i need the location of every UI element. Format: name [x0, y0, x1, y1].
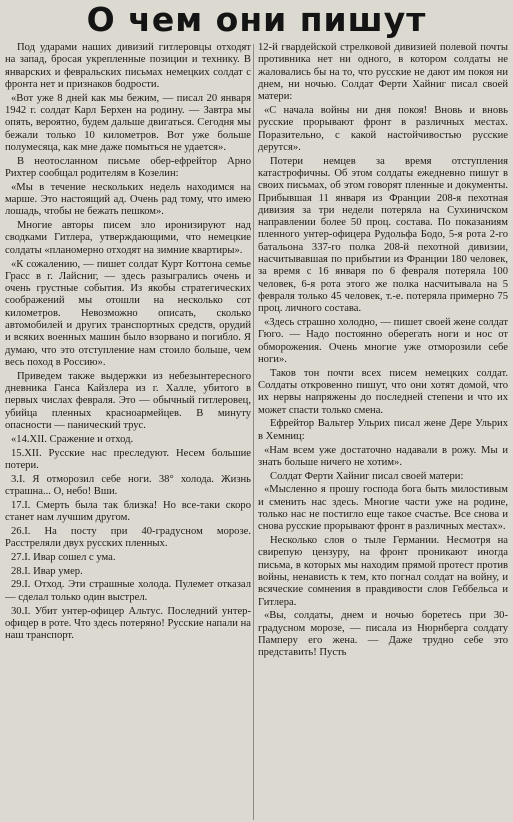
diary-entry: «14.XII. Сражение и отход. [11, 433, 134, 445]
paragraph: «К сожалению, — пишет солдат Курт Коттона семье Грасс в г. Лайсниг, — здесь разыгрались очень и очень грустные события. Из якобы стратегических соображений мы отошли на несколько сот километров. Невозможно описать, сколько автомобилей и других транспортных средств, орудий и всяких военных машин было взорвано и погибло. Я думаю, что это отступление нам стоило больше, чем весь поход в Россию». [5, 258, 251, 368]
paragraph: «Мы в течение нескольких недель находимся на марше. Это настоящий ад. Очень рад тому, что имею лошадь, чтобы не бежать пешком». [5, 181, 251, 218]
paragraph: Под ударами наших дивизий гитлеровцы отходят на запад, бросая укрепленные позиции и технику. В январских и февральских письмах немецких солдат с фронта нет и признаков бодрости. [5, 42, 251, 90]
right-column [258, 42, 508, 820]
paragraph: Ефрейтор Вальтер Ульрих писал жене Дере Ульрих в Хемниц: [258, 418, 508, 442]
diary-entry: 3.I. Я отморозил себе ноги. 38° холода. Жизнь страшна... О, небо! Вши. [5, 473, 251, 497]
diary-entry: 27.I. Ивар сошел с ума. [11, 551, 116, 563]
left-column [5, 42, 251, 820]
paragraph: Таков тон почти всех писем немецких солдат. Солдаты откровенно пишут, что они хотят домой, что их нервы напряжены до последней степени и что их может спасти только смена. [258, 367, 508, 416]
paragraph: 12-й гвардейской стрелковой дивизией полевой почты противника нет ни одного, в котором солдаты не жаловались бы на то, что русские не дают им покоя ни днем, ни ночью. Солдат Ферти Хайниг писал своей матери: [258, 42, 508, 103]
paragraph: «С начала войны ни дня покоя! Вновь и вновь русские прорывают фронт в различных местах. Поразительно, с какой настойчивостью русские дерутся». [258, 104, 508, 153]
paragraph: Многие авторы писем зло иронизируют над сводками Гитлера, утверждающими, что немецкие солдаты «планомерно отходят на зимние квартиры». [5, 220, 251, 256]
diary-entry: 28.I. Ивар умер. [11, 565, 83, 577]
diary-entry: 30.I. Убит унтер-офицер Альтус. Последний унтер-офицер в роте. Что здесь потеряно! Русские напали на наш транспорт. [5, 605, 251, 642]
paragraph: «Здесь страшно холодно, — пишет своей жене солдат Гюго. — Надо постоянно оберегать ноги и нос от обморожения. Очень многие уже отморозили себе ноги». [258, 317, 508, 365]
diary-entry: 26.I. На посту при 40-градусном морозе. Расстреляли двух русских пленных. [5, 525, 251, 550]
diary-entry: 29.I. Отход. Эти страшные холода. Пулемет отказал — сделал только один выстрел. [5, 579, 251, 603]
column-divider [253, 44, 254, 820]
paragraph: «Вот уже 8 дней как мы бежим, — писал 20 января 1942 г. солдат Карл Берхен на родину. — Завтра мы опять, вероятно, будем дальше двигаться. Сегодня мы бежали только 10 километров. Вот уже больше полумесяца, как мне даже помыться не удается». [5, 92, 251, 153]
diary-entry: 15.XII. Русские нас преследуют. Несем большие потери. [5, 447, 251, 471]
paragraph: Потери немцев за время отступления катастрофичны. Об этом солдаты ежедневно пишут в своих письмах, об этом говорят пленные и документы. Прибывшая 11 января из Франции 208-я пехотная дивизия за три недели потеряла на Сухиничском направлении более 50 проц. состава. По показаниям пленного унтер-офицера Рудольфа Бодо, 5-я рота 2-го батальона 337-го полка 208-й пехотной дивизии, насчитывавшая по прибытии из Франции 180 человек, за время с 16 января по 6 февраля потеряла 100 человек, 6-я рота этого же полка насчитывала на 5 февраля только 45 человек, т.-е. потеряла примерно 75 проц. личного состава. [258, 155, 508, 315]
article-title: О чем они пишут [86, 0, 427, 39]
paragraph: Приведем также выдержки из небезынтересного дневника Ганса Кайзлера из г. Халле, убитого в первых числах февраля. Это — обычный гитлеровец, убийца пленных красноармейцев. В минуту опасности — панический трус. [5, 370, 251, 431]
paragraph: «Мысленно я прошу господа бога быть милостивым и сменить нас здесь. Многие части уже на родине, только нас не постигло еще такое счастье. Все снова и снова русские прорывают фронт в различных местах». [258, 484, 508, 533]
paragraph: «Вы, солдаты, днем и ночью боретесь при 30-градусном морозе, — писала из Нюрнберга солдату Памперу его жена. — Даже трудно себе это представить! Пусть [258, 610, 508, 659]
paragraph: «Нам всем уже достаточно надавали в рожу. Мы и знать больше ничего не хотим». [258, 444, 508, 468]
diary-entry: 17.I. Смерть была так близка! Но все-таки скоро станет нам лучшим другом. [5, 499, 251, 523]
paragraph: В неотосланном письме обер-ефрейтор Арно Рихтер сообщал родителям в Козелин: [5, 155, 251, 179]
paragraph: Солдат Ферти Хайниг писал своей матери: [270, 470, 464, 482]
paragraph: Несколько слов о тыле Германии. Несмотря на свирепую цензуру, на фронт проникают иногда письма, в которых мы находим прямой протест против войны, ненависть к тем, кто погнал солдат на войну, и всяческие сомнения в правдивости слов Геббельса и Гитлера. [258, 535, 508, 608]
